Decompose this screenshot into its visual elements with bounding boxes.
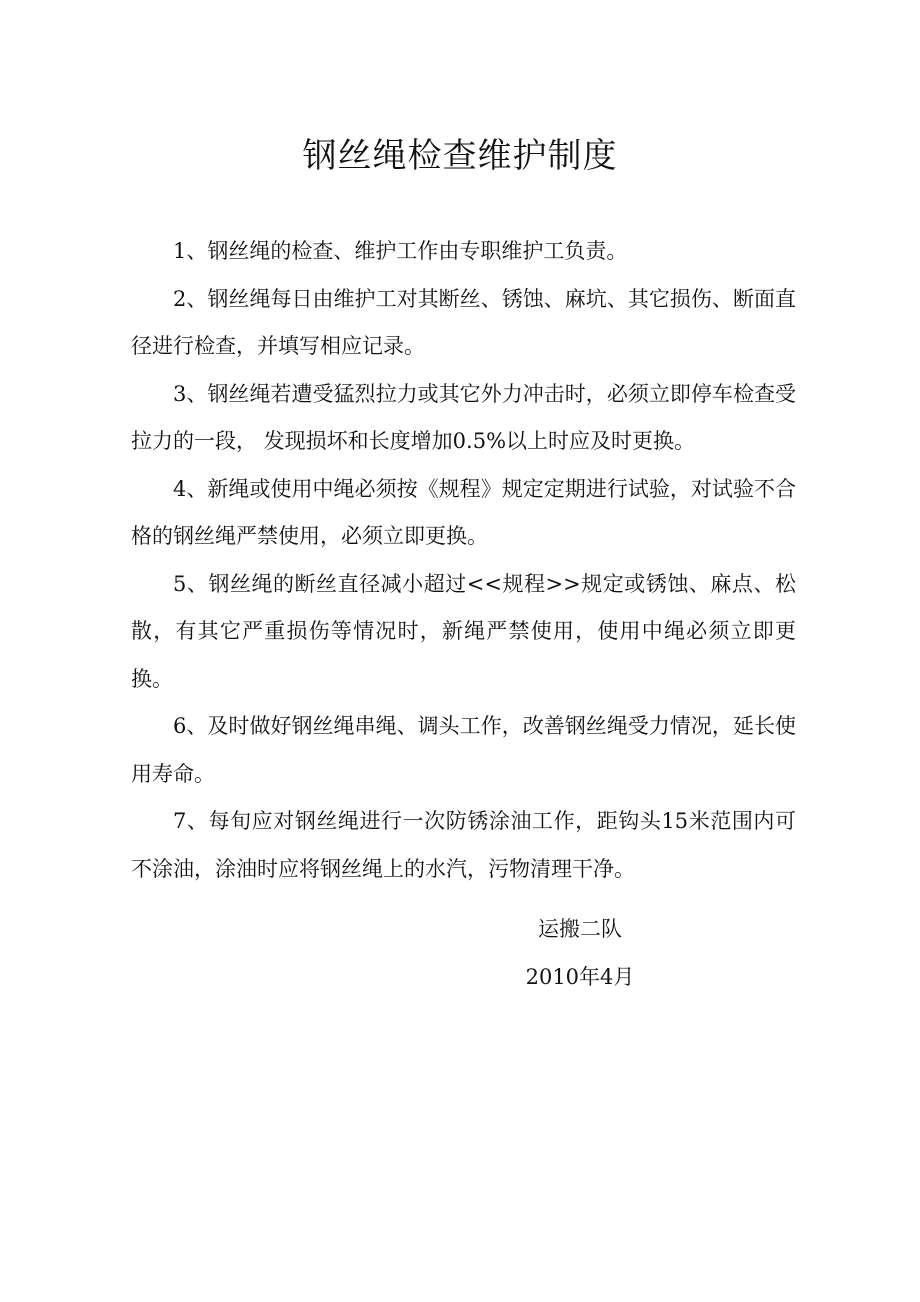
signature-block [500, 906, 660, 1001]
signature-date: 2010年4月 [525, 964, 635, 989]
paragraph-5: 5、钢丝绳的断丝直径减小超过<<规程>>规定或锈蚀、麻点、松散，有其它严重损伤等情况时，新绳严禁使用，使用中绳必须立即更换。 [131, 571, 796, 691]
paragraph-6: 6、及时做好钢丝绳串绳、调头工作，改善钢丝绳受力情况，延长使用寿命。 [131, 714, 796, 786]
paragraph-4: 4、新绳或使用中绳必须按《规程》规定定期进行试验，对试验不合格的钢丝绳严禁使用，必须立即更换。 [131, 476, 796, 548]
document-body [131, 228, 796, 893]
paragraph-7: 7、每旬应对钢丝绳进行一次防锈涂油工作，距钩头15米范围内可不涂油，涂油时应将钢丝绳上的水汽，污物清理干净。 [131, 809, 796, 881]
paragraph-1: 1、钢丝绳的检查、维护工作由专职维护工负责。 [173, 239, 628, 263]
paragraph-3: 3、钢丝绳若遭受猛烈拉力或其它外力冲击时，必须立即停车检查受拉力的一段， 发现损坏和长度增加0.5%以上时应及时更换。 [131, 381, 796, 453]
signature-organization: 运搬二队 [538, 917, 622, 941]
document-title: 钢丝绳检查维护制度 [302, 136, 618, 176]
paragraph-2: 2、钢丝绳每日由维护工对其断丝、锈蚀、麻坑、其它损伤、断面直径进行检查，并填写相应记录。 [131, 286, 796, 358]
